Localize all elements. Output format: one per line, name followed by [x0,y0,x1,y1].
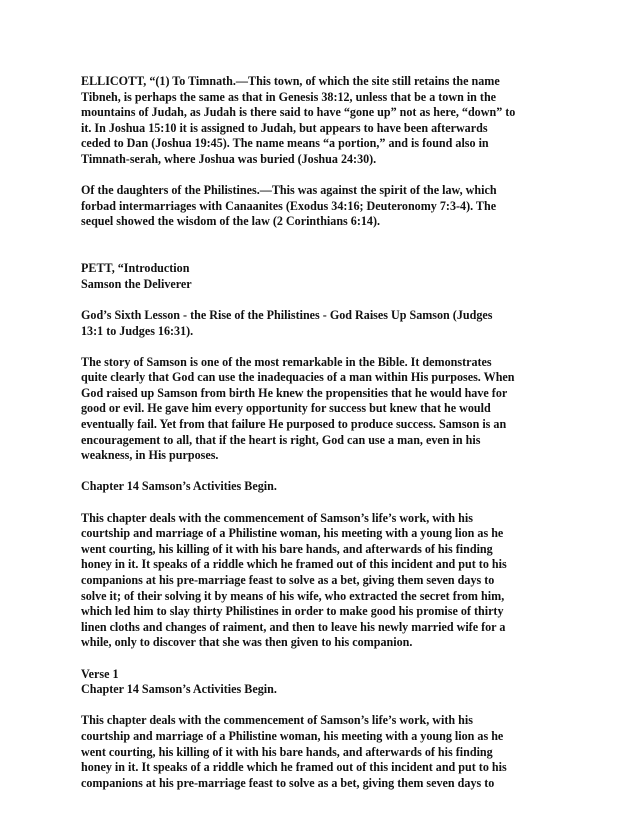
text-line: Chapter 14 Samson’s Activities Begin. [81,479,277,494]
text-line: courtship and marriage of a Philistine woman, his meeting with a young lion as he [81,526,504,541]
text-line: sequel showed the wisdom of the law (2 Corinthians 6:14). [81,214,380,229]
text-line: it. In Joshua 15:10 it is assigned to Judah, but appears to have been afterwards [81,120,488,135]
text-line: This chapter deals with the commencement of Samson’s life’s work, with his [81,713,473,728]
text-line: Timnath-serah, where Joshua was buried (Joshua 24:30). [81,151,377,166]
chapter-14-heading [81,479,559,495]
text-line: weakness, in His purposes. [81,448,219,463]
text-line: God raised up Samson from birth He knew the propensities that he would have for [81,385,508,400]
text-line: PETT, “Introduction [81,261,190,276]
text-line: honey in it. It speaks of a riddle which he framed out of this incident and put to his [81,557,507,572]
sixth-lesson-heading [81,308,559,339]
chapter-summary-repeat-paragraph [81,713,559,791]
text-line: Chapter 14 Samson’s Activities Begin. [81,682,277,697]
text-line: linen cloths and changes of raiment, and then to leave his newly married wife for a [81,619,506,634]
ellicott-commentary-paragraph [81,74,559,168]
document-page [81,74,559,807]
text-line: Of the daughters of the Philistines.—This was against the spirit of the law, which [81,183,497,198]
text-line: God’s Sixth Lesson - the Rise of the Philistines - God Raises Up Samson (Judges [81,307,493,322]
verse-1-heading [81,667,559,698]
text-line: Tibneh, is perhaps the same as that in Genesis 38:12, unless that be a town in the [81,89,497,104]
text-line: companions at his pre-marriage feast to solve as a bet, giving them seven days to [81,573,495,587]
text-line: Samson the Deliverer [81,276,192,291]
text-line: which led him to slay thirty Philistines in order to make good his promise of thirty [81,604,504,619]
text-line: 13:1 to Judges 16:31). [81,323,194,338]
text-line: encouragement to all, that if the heart is right, God can use a man, even in his [81,432,481,447]
text-line: courtship and marriage of a Philistine woman, his meeting with a young lion as he [81,728,504,743]
text-line: The story of Samson is one of the most remarkable in the Bible. It demonstrates [81,354,492,369]
text-line: quite clearly that God can use the inadequacies of a man within His purposes. When [81,370,515,385]
text-line: while, only to discover that she was then given to his companion. [81,635,413,650]
text-line: companions at his pre-marriage feast to solve as a bet, giving them seven days to [81,775,495,790]
text-line: ELLICOTT, “(1) To Timnath.—This town, of which the site still retains the name [81,74,500,88]
text-line: eventually fail. Yet from that failure He purposed to produce success. Samson is an [81,417,507,432]
text-line: ceded to Dan (Joshua 19:45). The name means “a portion,” and is found also in [81,136,489,151]
daughters-paragraph [81,183,559,230]
text-line: forbad intermarriages with Canaanites (Exodus 34:16; Deuteronomy 7:3-4). The [81,198,497,213]
samson-story-paragraph [81,355,559,464]
text-line: solve it; of their solving it by means of his wife, who extracted the secret from him, [81,588,505,603]
text-line: good or evil. He gave him every opportunity for success but knew that he would [81,401,491,416]
text-line: mountains of Judah, as Judah is there said to have “gone up” not as here, “down” to [81,105,516,120]
text-line: went courting, his killing of it with his bare hands, and afterwards of his finding [81,541,493,556]
text-line: Verse 1 [81,666,119,681]
text-line: This chapter deals with the commencement of Samson’s life’s work, with his [81,510,473,525]
text-line: went courting, his killing of it with his bare hands, and afterwards of his finding [81,744,493,759]
chapter-summary-paragraph [81,511,559,651]
pett-introduction-heading [81,261,559,292]
text-line: honey in it. It speaks of a riddle which he framed out of this incident and put to his [81,760,507,775]
